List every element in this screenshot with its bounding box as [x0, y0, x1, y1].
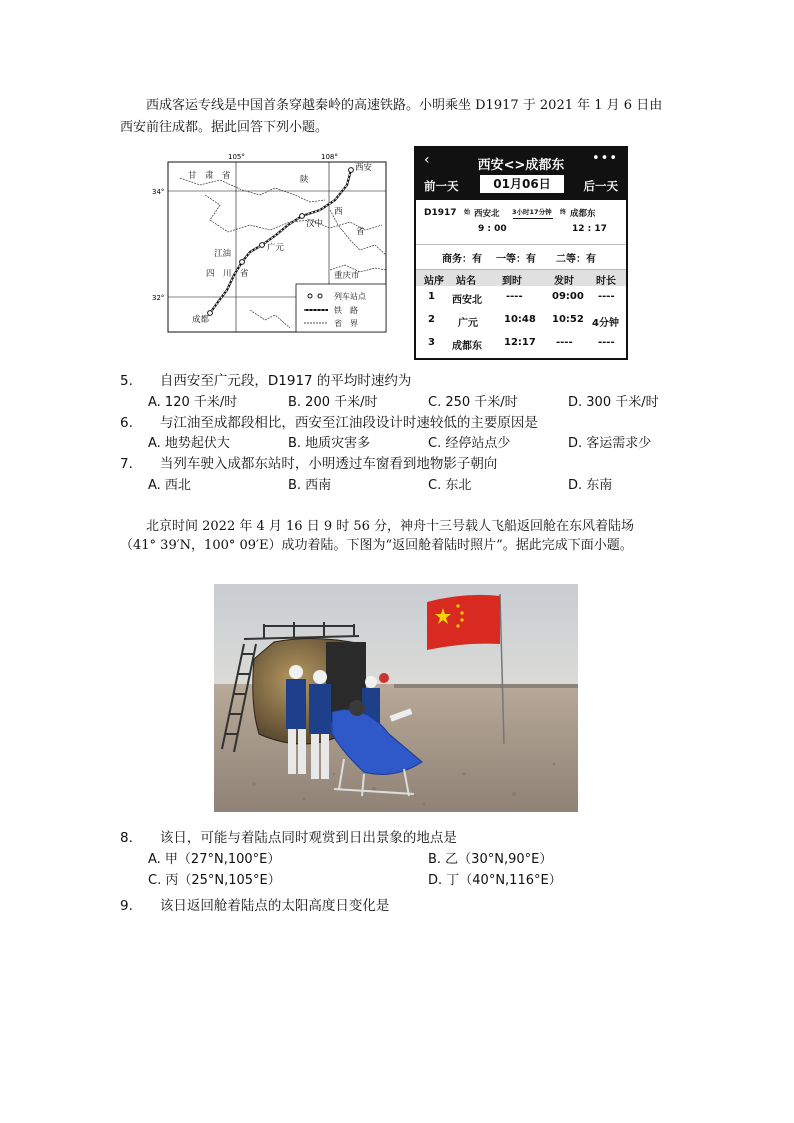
intro-paragraph-1b — [120, 117, 328, 139]
q8-option-d[interactable]: D. 丁（40°N,116°E） — [428, 873, 562, 888]
question-6-stem: 6. 与江油至成都段相比，西安至江油段设计时速较低的主要原因是 — [120, 415, 538, 431]
back-icon[interactable]: ‹ — [424, 152, 430, 168]
arrival-time: 12 : 17 — [572, 224, 607, 234]
question-5-stem: 5. 自西安至广元段，D1917 的平均时速约为 — [120, 373, 412, 389]
province-boundary — [250, 310, 290, 328]
row-no: 3 — [428, 337, 435, 348]
ticket-header — [416, 148, 626, 200]
train-number: D1917 — [424, 208, 457, 218]
prev-day-button[interactable]: 前一天 — [424, 179, 459, 193]
intro-line: 西成客运专线是中国首条穿越秦岭的高速铁路。小明乘坐 D1917 于 2021 年 1 月 6 日由 — [146, 98, 663, 113]
label-jiangyou: 江油 — [214, 249, 232, 259]
duration: 3小时17分钟 — [512, 208, 552, 216]
col-name: 站名 — [456, 276, 476, 287]
row-dep: ---- — [556, 337, 573, 348]
row-name: 西安北 — [452, 295, 482, 306]
col-no: 站序 — [424, 276, 444, 287]
train-summary — [416, 200, 626, 245]
legend-station: 列车站点 — [334, 292, 366, 301]
row-arr: 12:17 — [504, 337, 536, 348]
station-jiangyou — [240, 260, 245, 265]
row-dep: 10:52 — [552, 314, 584, 325]
station-hanzhong — [300, 214, 305, 219]
row-no: 2 — [428, 314, 435, 325]
label-shaan: 陕 — [300, 175, 309, 185]
row-stay: ---- — [598, 337, 615, 348]
station-guangyuan — [260, 243, 265, 248]
seat-first: 一等：有 — [496, 254, 536, 265]
lat-label-32: 32° — [152, 294, 165, 302]
row-stay: 4分钟 — [592, 318, 619, 329]
row-arr: 10:48 — [504, 314, 536, 325]
intro-paragraph-2b — [120, 535, 633, 557]
q5-option-d[interactable]: D. 300 千米/时 — [568, 395, 659, 410]
more-icon[interactable]: ••• — [591, 151, 618, 166]
label-sichuan: 四 川 省 — [206, 269, 249, 279]
q5-option-a[interactable]: A. 120 千米/时 — [148, 395, 238, 410]
from-mark: 始 — [464, 209, 471, 216]
question-7-stem: 7. 当列车驶入成都东站时，小明透过车窗看到地物影子朝向 — [120, 456, 498, 472]
next-day-button[interactable]: 后一天 — [583, 179, 618, 193]
table-row — [416, 286, 626, 309]
q8-option-a[interactable]: A. 甲（27°N,100°E） — [148, 852, 281, 867]
intro-line: （41° 39′N，100° 09′E）成功着陆。下图为“返回舱着陆时照片”。据此完成下面小题。 — [120, 538, 633, 553]
label-sheng: 省 — [356, 227, 365, 237]
row-name: 广元 — [458, 318, 478, 329]
date-selector[interactable]: 01月06日 — [480, 175, 564, 193]
to-station: 成都东 — [570, 209, 596, 219]
capsule-landing-photo — [214, 584, 578, 812]
q7-option-c[interactable]: C. 东北 — [428, 478, 472, 493]
intro-line: 北京时间 2022 年 4 月 16 日 9 时 56 分，神舟十三号载人飞船返回舱在东风着陆场 — [146, 519, 635, 534]
lat-label-34: 34° — [152, 188, 165, 196]
q8-option-b[interactable]: B. 乙（30°N,90°E） — [428, 852, 553, 867]
col-dep: 发时 — [554, 276, 574, 287]
station-xian — [349, 168, 354, 173]
china-flag — [427, 595, 500, 650]
label-gansu: 甘 肃 省 — [188, 171, 231, 181]
table-header — [416, 270, 626, 286]
col-arr: 到时 — [502, 276, 522, 287]
stop-table — [416, 270, 626, 355]
row-stay: ---- — [598, 291, 615, 302]
q7-option-d[interactable]: D. 东南 — [568, 478, 613, 493]
q6-option-b[interactable]: B. 地质灾害多 — [288, 436, 371, 451]
label-hanzhong: 汉中 — [306, 219, 324, 229]
legend-railway: 铁 路 — [334, 306, 358, 315]
duration-arrow — [513, 218, 553, 219]
label-chengdu: 成都 — [192, 315, 210, 325]
intro-paragraph-1 — [146, 95, 662, 117]
label-chongqing: 重庆市 — [334, 271, 360, 281]
q6-option-d[interactable]: D. 客运需求少 — [568, 436, 652, 451]
label-xian: 西安 — [355, 163, 373, 173]
q5-option-c[interactable]: C. 250 千米/时 — [428, 395, 518, 410]
route-title: 西安<>成都东 — [477, 158, 565, 173]
railway-map — [150, 150, 395, 340]
table-row — [416, 309, 626, 332]
lon-label-105: 105° — [228, 153, 245, 161]
ticket-app-screen — [414, 146, 628, 360]
label-guangyuan: 广元 — [267, 243, 285, 253]
q6-option-c[interactable]: C. 经停站点少 — [428, 436, 511, 451]
row-dep: 09:00 — [552, 291, 584, 302]
row-name: 成都东 — [452, 341, 482, 352]
to-mark: 终 — [560, 209, 567, 216]
q5-option-b[interactable]: B. 200 千米/时 — [288, 395, 378, 410]
lon-label-108: 108° — [321, 153, 338, 161]
legend-boundary: 省 界 — [334, 319, 358, 328]
col-stay: 时长 — [596, 276, 616, 287]
q8-option-c[interactable]: C. 丙（25°N,105°E） — [148, 873, 281, 888]
q7-option-a[interactable]: A. 西北 — [148, 478, 191, 493]
intro-line: 西安前往成都。据此回答下列小题。 — [120, 120, 329, 135]
from-station: 西安北 — [474, 209, 500, 219]
table-row — [416, 332, 626, 355]
seat-second: 二等：有 — [556, 254, 596, 265]
seat-availability — [416, 245, 626, 270]
departure-time: 9 : 00 — [478, 224, 507, 234]
row-arr: ---- — [506, 291, 523, 302]
q7-option-b[interactable]: B. 西南 — [288, 478, 332, 493]
row-no: 1 — [428, 291, 435, 302]
question-9-stem: 9. 该日返回舱着陆点的太阳高度日变化是 — [120, 898, 390, 914]
q6-option-a[interactable]: A. 地势起伏大 — [148, 436, 230, 451]
label-xi: 西 — [334, 207, 343, 217]
seat-business: 商务：有 — [442, 254, 482, 265]
question-8-stem: 8. 该日，可能与着陆点同时观赏到日出景象的地点是 — [120, 830, 457, 846]
